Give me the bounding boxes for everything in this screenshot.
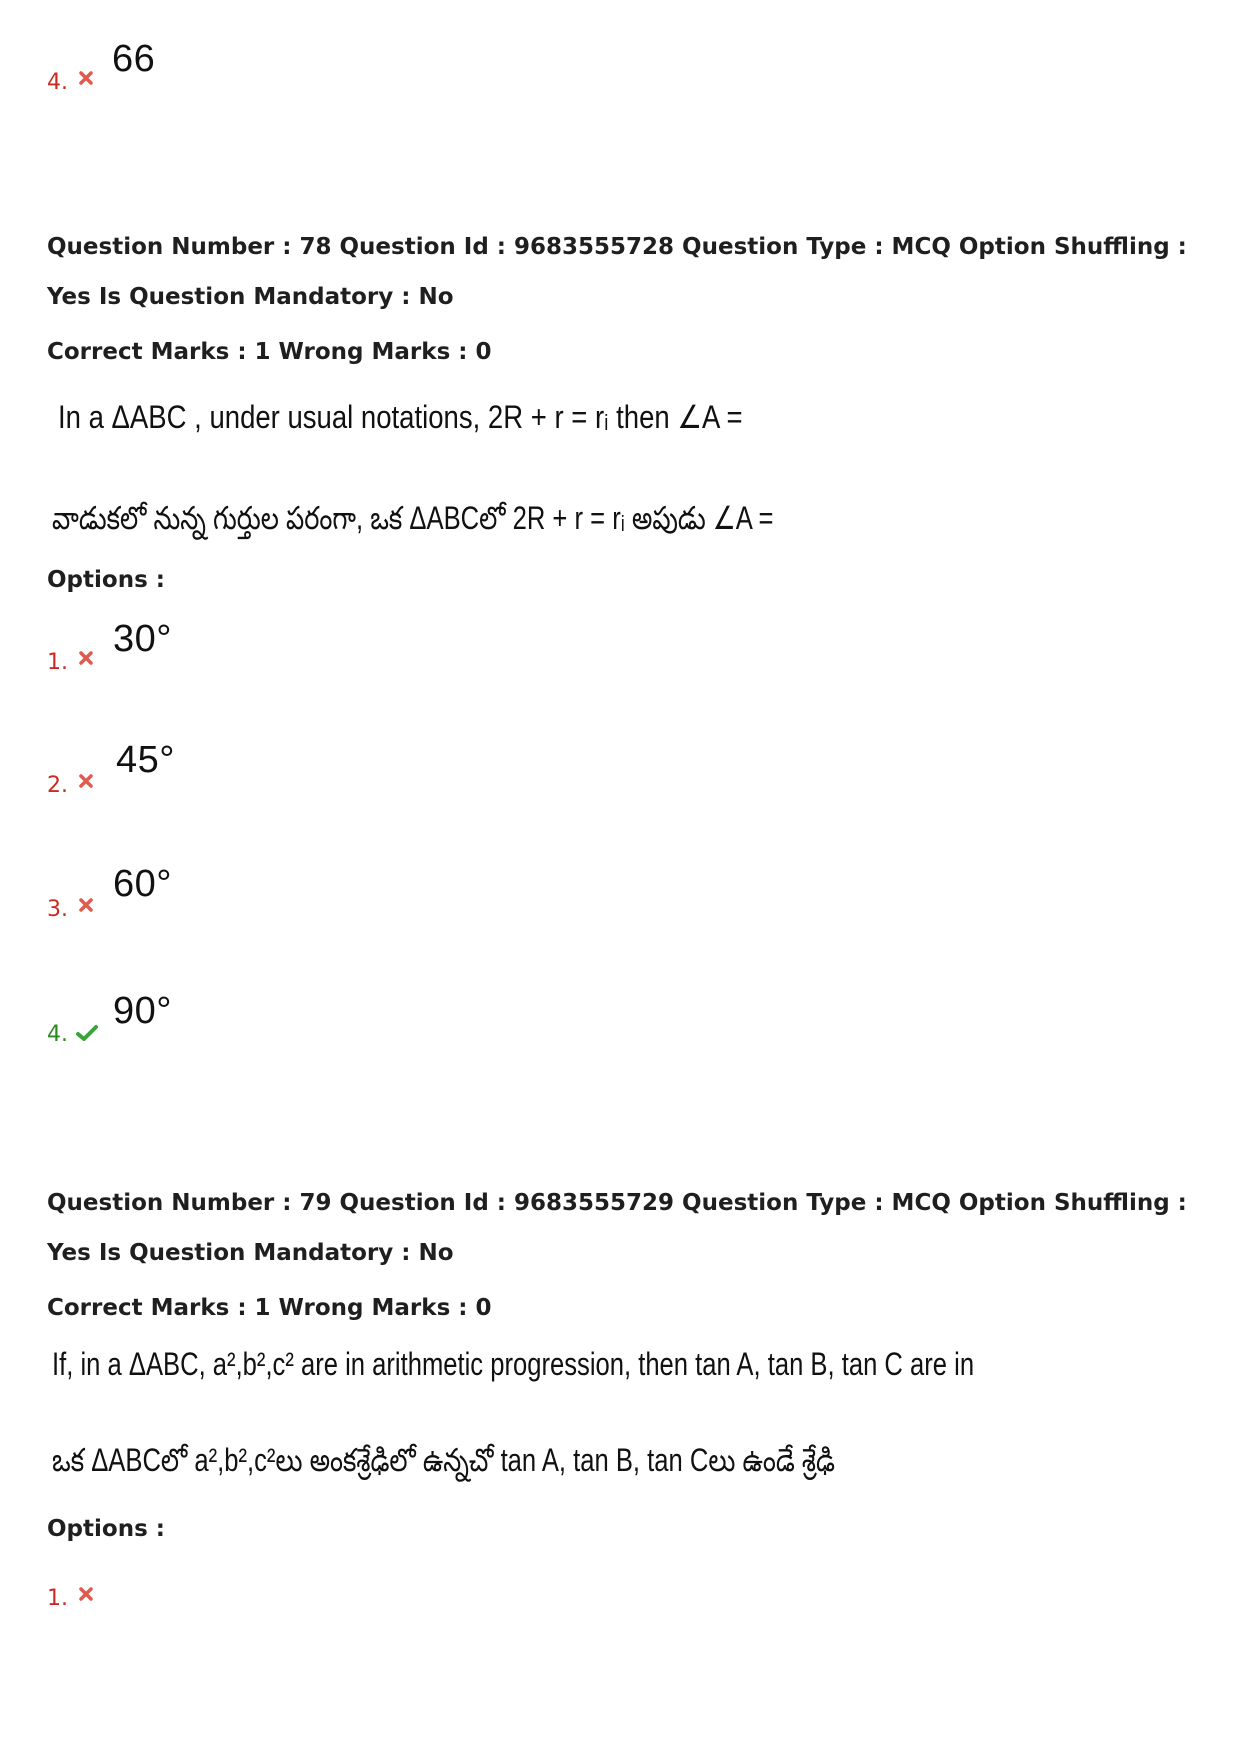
option-value: 90°	[113, 990, 172, 1032]
question-text-english: In a ΔABC , under usual notations, 2R + r = rᵢ then ∠A =	[58, 399, 743, 435]
cross-icon	[78, 1586, 94, 1602]
cross-icon	[78, 650, 94, 666]
option-row	[0, 28, 1240, 108]
option-number: 2.	[47, 773, 68, 798]
question-marks: Correct Marks : 1 Wrong Marks : 0	[47, 1295, 492, 1321]
cross-icon	[78, 70, 94, 86]
options-label: Options :	[47, 1516, 165, 1542]
question-meta: Question Number : 79 Question Id : 9683555729 Question Type : MCQ Option Shuffling : Yes Is Question Mandatory : No	[47, 1190, 1187, 1266]
option-row	[0, 610, 1240, 690]
option-number: 3.	[47, 897, 68, 922]
question-text-english: If, in a ΔABC, a²,b²,c² are in arithmetic progression, then tan A, tan B, tan C are in	[52, 1346, 975, 1382]
option-number: 1.	[47, 650, 68, 675]
option-value: 45°	[116, 739, 175, 781]
option-number: 4.	[47, 1022, 68, 1047]
options-label: Options :	[47, 567, 165, 593]
option-value: 60°	[113, 863, 172, 905]
option-number: 4.	[47, 70, 68, 95]
question-text-telugu: వాడుకలో నున్న గుర్తుల పరంగా, ఒక ΔABCలో 2R + r = rᵢ అపుడు ∠A =	[52, 500, 774, 536]
question-meta: Question Number : 78 Question Id : 9683555728 Question Type : MCQ Option Shuffling : Yes Is Question Mandatory : No	[47, 234, 1187, 310]
option-value: 66	[112, 38, 156, 80]
check-icon	[76, 1024, 98, 1042]
option-row	[0, 733, 1240, 813]
cross-icon	[78, 773, 94, 789]
option-row	[0, 857, 1240, 937]
question-marks: Correct Marks : 1 Wrong Marks : 0	[47, 339, 492, 365]
question-text-telugu: ఒక ΔABCలో a²,b²,c²లు అంకశ్రేఢిలో ఉన్నచో tan A, tan B, tan Cలు ఉండే శ్రేఢి	[52, 1442, 835, 1478]
option-value: 30°	[113, 618, 172, 660]
option-row	[0, 1546, 1240, 1626]
option-row	[0, 982, 1240, 1062]
cross-icon	[78, 897, 94, 913]
option-number: 1.	[47, 1586, 68, 1611]
